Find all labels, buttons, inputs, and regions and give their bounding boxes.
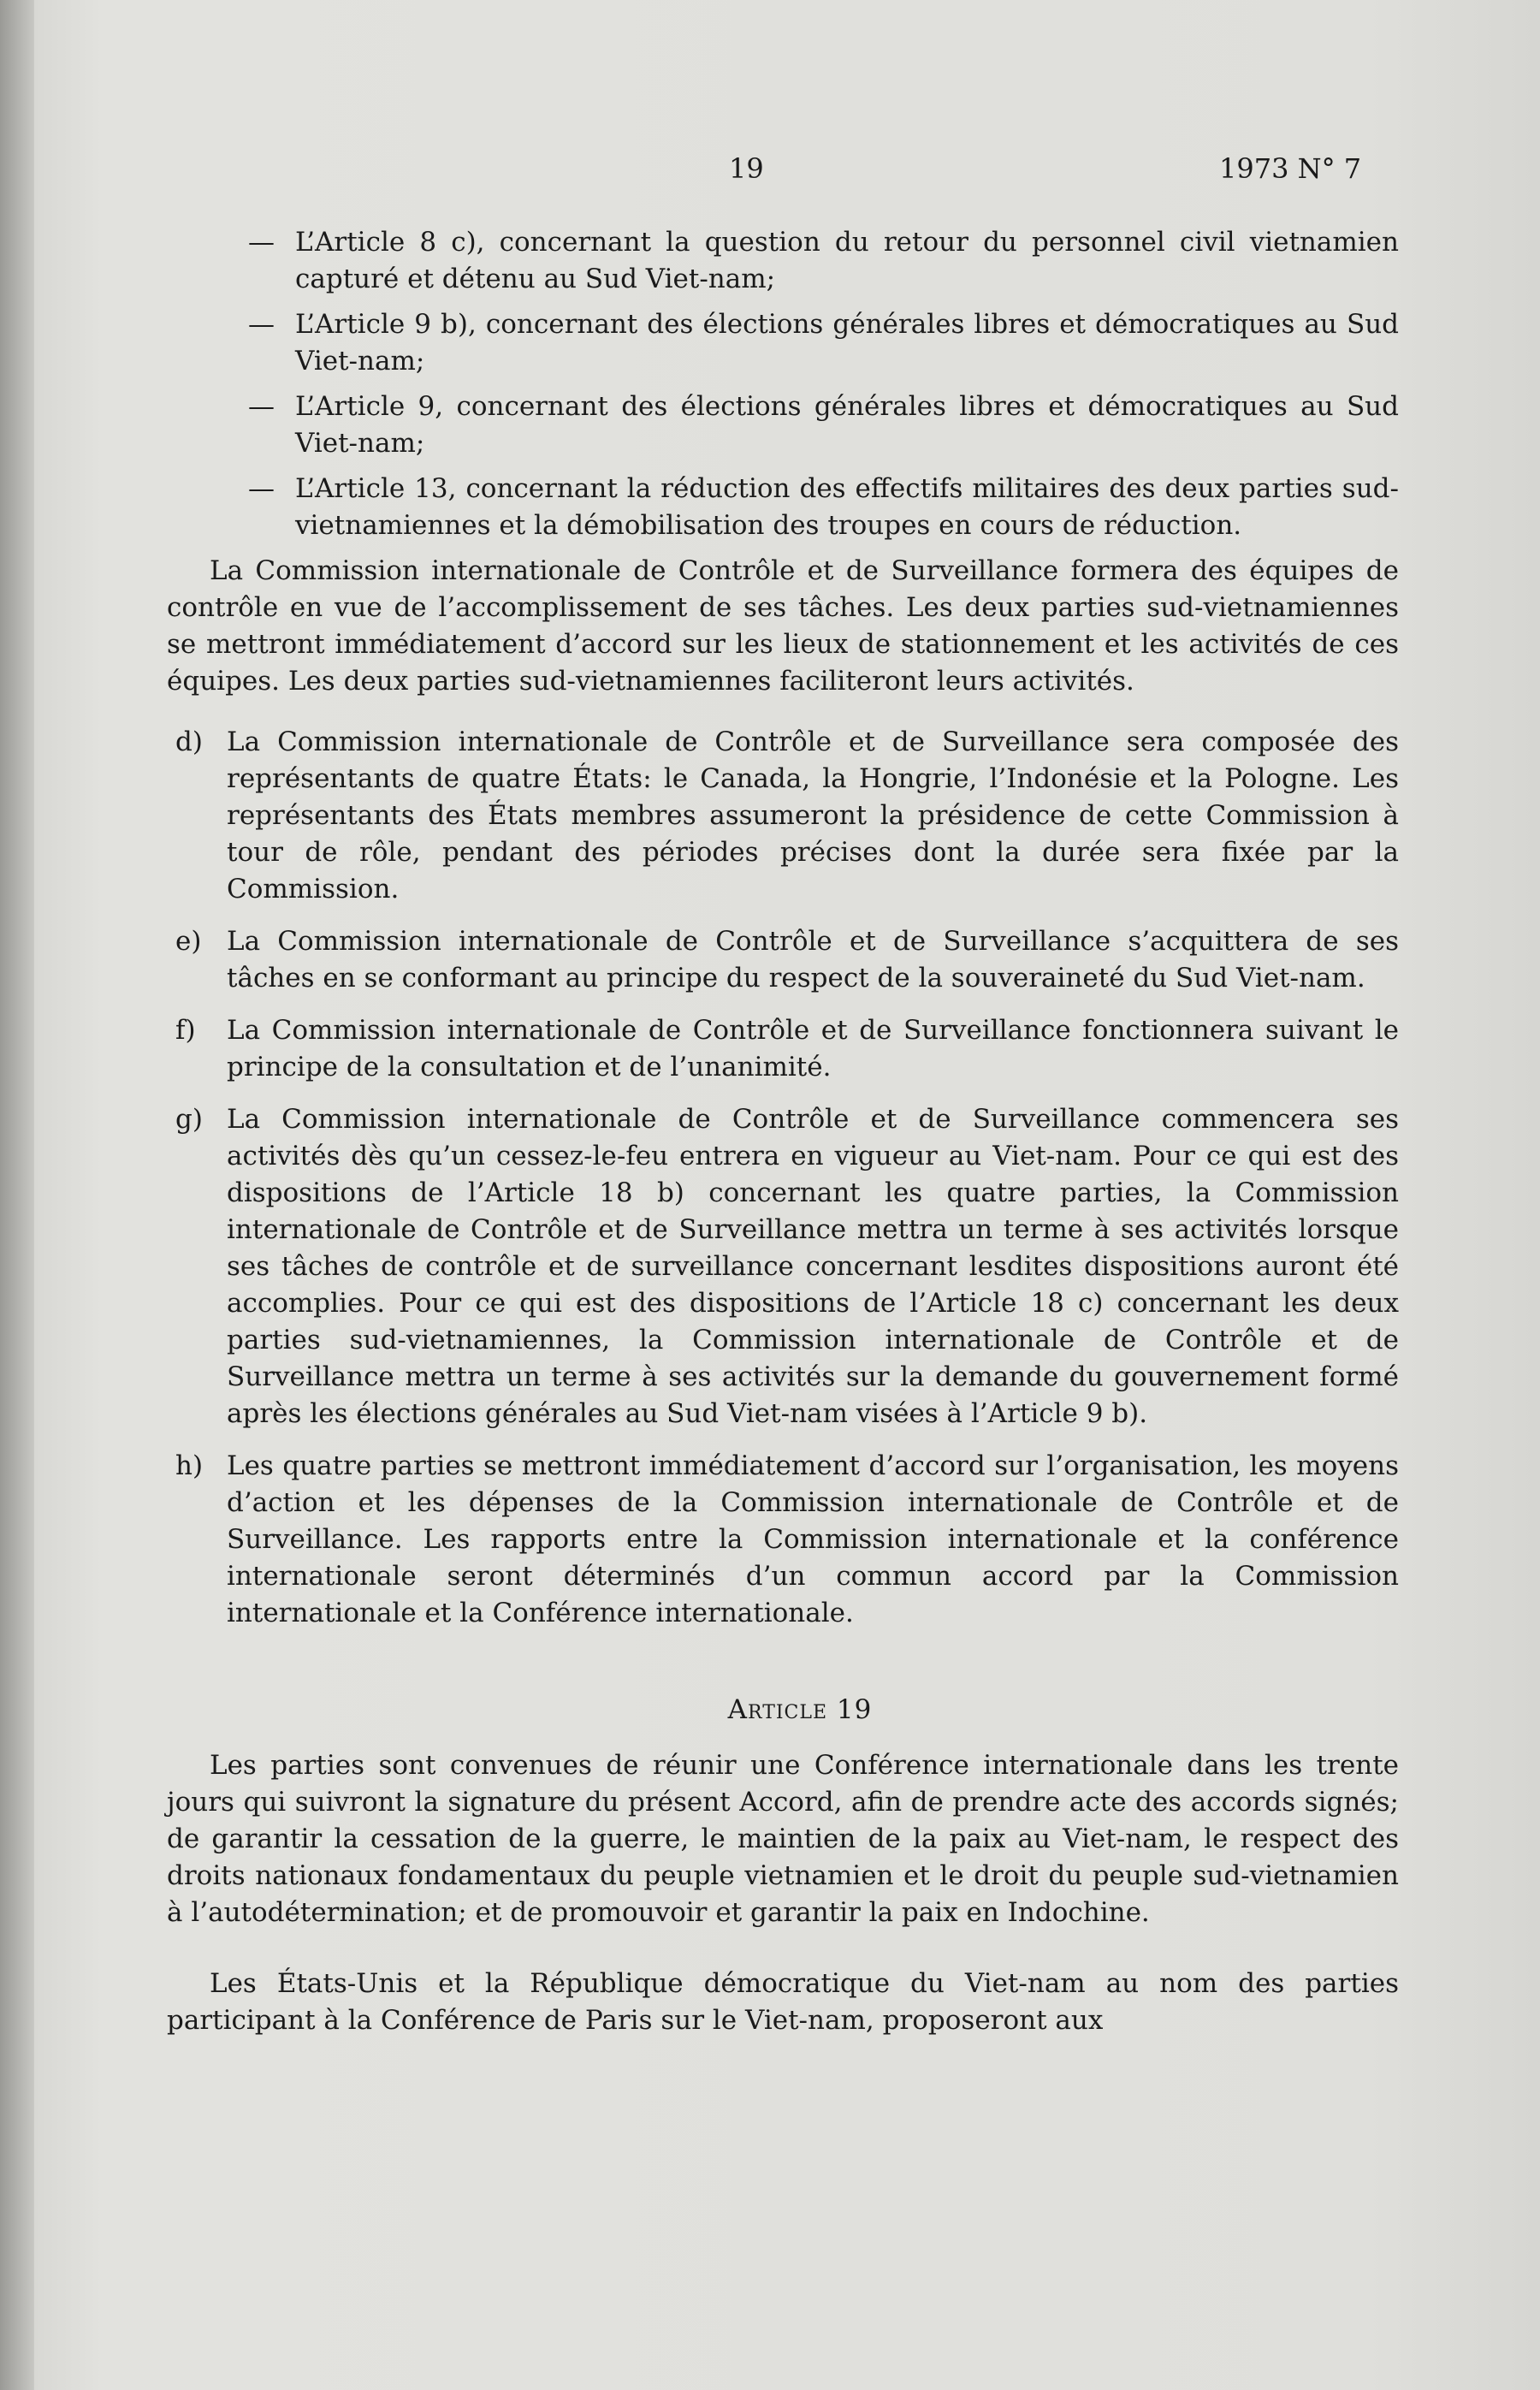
lettered-item-g bbox=[167, 1101, 1399, 1432]
dash-list-item bbox=[167, 306, 1399, 380]
item-text: Les quatre parties se mettront immédiatement d’accord sur l’organisation, les moyens d’action et les dépenses de la Commission internationale de Contrôle et de Surveillance. Les rapports entre la Commission internationale et la conférence internationale seront déterminés d’un commun accord par la Commission internationale et la Conférence internationale. bbox=[227, 1450, 1399, 1628]
dash-marker: — bbox=[248, 473, 275, 504]
body-paragraph: Les États-Unis et la République démocratique du Viet-nam au nom des parties participant à la Conférence de Paris sur le Viet-nam, proposeront aux bbox=[167, 1968, 1399, 2036]
item-text: La Commission internationale de Contrôle et de Surveillance sera composée des représentants de quatre États: le Canada, la Hongrie, l’Indonésie et la Pologne. Les représentants des États membres assumeront la présidence de cette Commission à tour de rôle, pendant des périodes précises dont la durée sera fixée par la Commission. bbox=[227, 726, 1399, 904]
dash-marker: — bbox=[248, 391, 275, 422]
item-letter: g) bbox=[175, 1104, 203, 1135]
item-letter: f) bbox=[175, 1015, 196, 1046]
dash-item-text: L’Article 9 b), concernant des élections générales libres et démocratiques au Sud Viet-nam; bbox=[295, 309, 1399, 377]
dash-marker: — bbox=[248, 227, 275, 258]
dash-item-text: L’Article 13, concernant la réduction des effectifs militaires des deux parties sud-vietnamiennes et la démobilisation des troupes en cours de réduction. bbox=[295, 473, 1399, 541]
issue-number: 1973 N° 7 bbox=[1219, 152, 1362, 185]
item-text: La Commission internationale de Contrôle et de Surveillance fonctionnera suivant le principe de la consultation et de l’unanimité. bbox=[227, 1015, 1399, 1082]
page-number: 19 bbox=[729, 152, 764, 185]
lettered-item-f bbox=[167, 1012, 1399, 1086]
item-text: La Commission internationale de Contrôle et de Surveillance s’acquittera de ses tâches en se conformant au principe du respect de la souveraineté du Sud Viet-nam. bbox=[227, 926, 1399, 993]
body-paragraph: La Commission internationale de Contrôle et de Surveillance formera des équipes de contrôle en vue de l’accomplissement de ses tâches. Les deux parties sud-vietnamiennes se mettront immédiatement d’accord sur les lieux de stationnement et les activités de ces équipes. Les deux parties sud-vietnamiennes faciliteront leurs activités. bbox=[167, 555, 1399, 697]
item-text: La Commission internationale de Contrôle et de Surveillance commencera ses activités dès qu’un cessez-le-feu entrera en vigueur au Viet-nam. Pour ce qui est des dispositions de l’Article 18 b) concernant les quatre parties, la Commission internationale de Contrôle et de Surveillance mettra un terme à ses activités lorsque ses tâches de contrôle et de surveillance concernant lesdites dispositions auront été accomplies. Pour ce qui est des dispositions de l’Article 18 c) concernant les deux parties sud-vietnamiennes, la Commission internationale de Contrôle et de Surveillance mettra un terme à ses activités sur la demande du gouvernement formé après les élections générales au Sud Viet-nam visées à l’Article 9 b). bbox=[227, 1104, 1399, 1429]
item-letter: d) bbox=[175, 726, 203, 757]
lettered-item-e bbox=[167, 923, 1399, 997]
dash-list-item bbox=[167, 471, 1399, 544]
page-body bbox=[167, 224, 1399, 2063]
dash-list-item bbox=[167, 388, 1399, 462]
dash-item-text: L’Article 9, concernant des élections générales libres et démocratiques au Sud Viet-nam; bbox=[295, 391, 1399, 459]
item-letter: e) bbox=[175, 926, 202, 957]
page-binding-edge bbox=[0, 0, 34, 2390]
article-heading: Article 19 bbox=[727, 1694, 873, 1725]
lettered-item-d bbox=[167, 724, 1399, 908]
body-paragraph: Les parties sont convenues de réunir une Conférence internationale dans les trente jours qui suivront la signature du présent Accord, afin de prendre acte des accords signés; de garantir la cessation de la guerre, le maintien de la paix au Viet-nam, le respect des droits nationaux fondamentaux du peuple vietnamien et le droit du peuple sud-vietnamien à l’autodétermination; et de promouvoir et garantir la paix en Indochine. bbox=[167, 1750, 1399, 1928]
item-letter: h) bbox=[175, 1450, 204, 1481]
dash-marker: — bbox=[248, 309, 275, 340]
dash-list-item bbox=[167, 224, 1399, 298]
dash-item-text: L’Article 8 c), concernant la question du retour du personnel civil vietnamien capturé et détenu au Sud Viet-nam; bbox=[295, 227, 1399, 294]
lettered-item-h bbox=[167, 1448, 1399, 1632]
